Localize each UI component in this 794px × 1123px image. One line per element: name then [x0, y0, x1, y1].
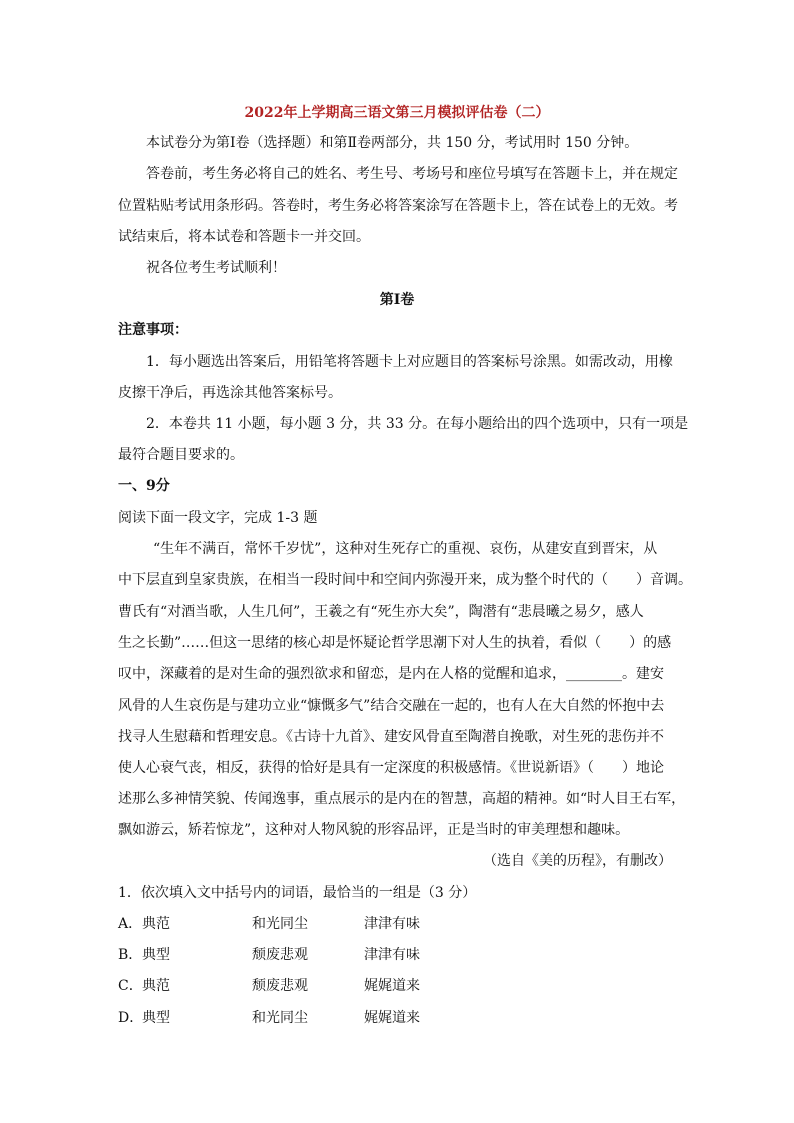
- option-letter: D．: [118, 1010, 144, 1026]
- option-row-d: [0, 1008, 794, 1028]
- passage-line: 述那么多神情笑貌、传闻逸事，重点展示的是内在的智慧，高超的精神。如“时人目王右军，: [118, 791, 686, 807]
- passage-source: （选自《美的历程》，有删改）: [483, 853, 672, 869]
- passage-line: 生之长勤”……但这一思绪的核心却是怀疑论哲学思潮下对人生的执着，看似（ ）的感: [118, 635, 672, 651]
- option-word-2: 和光同尘: [252, 916, 308, 932]
- option-word-1: 典范: [142, 916, 170, 932]
- passage-line: 使人心衰气丧，相反，获得的恰好是具有一定深度的积极感情。《世说新语》（ ）地论: [118, 760, 664, 776]
- option-word-3: 津津有味: [364, 916, 420, 932]
- intro-line-1: 本试卷分为第Ⅰ卷（选择题）和第Ⅱ卷两部分，共 150 分，考试用时 150 分钟。: [146, 135, 639, 151]
- passage-line: 飘如游云，矫若惊龙”，这种对人物风貌的形容品评，正是当时的审美理想和趣味。: [118, 822, 630, 838]
- question-stem: 1．依次填入文中括号内的词语，最恰当的一组是（3 分）: [118, 885, 477, 901]
- option-row-b: [0, 945, 794, 965]
- intro-line-4: 试结束后，将本试卷和答题卡一并交回。: [118, 229, 370, 245]
- notes-heading: 注意事项：: [118, 322, 188, 338]
- option-word-1: 典型: [142, 1010, 170, 1026]
- option-word-3: 津津有味: [364, 947, 420, 963]
- notes-item-1-line-1: 1．每小题选出答案后，用铅笔将答题卡上对应题目的答案标号涂黑。如需改动，用橡: [146, 354, 673, 370]
- option-word-1: 典型: [142, 947, 170, 963]
- section-instruction: 阅读下面一段文字，完成 1-3 题: [118, 510, 318, 526]
- notes-item-2-line-2: 最符合题目要求的。: [118, 447, 244, 463]
- option-row-a: [0, 914, 794, 934]
- passage-line: 找寻人生慰藉和哲理安息。《古诗十九首》、建安风骨直至陶潜自挽歌，对生死的悲伤并不: [118, 729, 664, 745]
- passage-line: 风骨的人生哀伤是与建功立业“慷慨多气”结合交融在一起的，也有人在大自然的怀抱中去: [118, 698, 665, 714]
- option-letter: A．: [118, 916, 143, 932]
- option-word-2: 和光同尘: [252, 1010, 308, 1026]
- option-word-1: 典范: [142, 978, 170, 994]
- passage-line: 曹氏有“对酒当歌，人生几何”，王羲之有“死生亦大矣”，陶潜有“悲晨曦之易夕，感人: [118, 604, 644, 620]
- notes-item-2-line-1: 2．本卷共 11 小题，每小题 3 分，共 33 分。在每小题给出的四个选项中，只有一项是: [146, 416, 689, 432]
- page-title: 2022年上学期高三语文第三月模拟评估卷（二）: [244, 105, 550, 121]
- intro-line-3: 位置粘贴考试用条形码。答卷时，考生务必将答案涂写在答题卡上，答在试卷上的无效。考: [118, 198, 678, 214]
- option-letter: B．: [118, 947, 143, 963]
- notes-item-1-line-2: 皮擦干净后，再选涂其他答案标号。: [118, 385, 342, 401]
- option-word-3: 娓娓道来: [364, 1010, 420, 1026]
- passage-line: 中下层直到皇家贵族，在相当一段时间中和空间内弥漫开来，成为整个时代的（ ）音调。: [118, 572, 692, 588]
- option-letter: C．: [118, 978, 143, 994]
- option-word-3: 娓娓道来: [364, 978, 420, 994]
- section-heading: 一、9分: [118, 478, 170, 494]
- option-word-2: 颓废悲观: [252, 978, 308, 994]
- option-row-c: [0, 976, 794, 996]
- option-word-2: 颓废悲观: [252, 947, 308, 963]
- passage-line: “生年不满百，常怀千岁忧”，这种对生死存亡的重视、哀伤，从建安直到晋宋，从: [153, 541, 658, 557]
- intro-line-5: 祝各位考生考试顺利！: [146, 260, 286, 276]
- passage-line: 叹中，深藏着的是对生命的强烈欲求和留恋，是内在人格的觉醒和追求，________。建安: [118, 666, 664, 682]
- intro-line-2: 答卷前，考生务必将自己的姓名、考生号、考场号和座位号填写在答题卡上，并在规定: [146, 166, 678, 182]
- part-heading: 第Ⅰ卷: [379, 292, 415, 308]
